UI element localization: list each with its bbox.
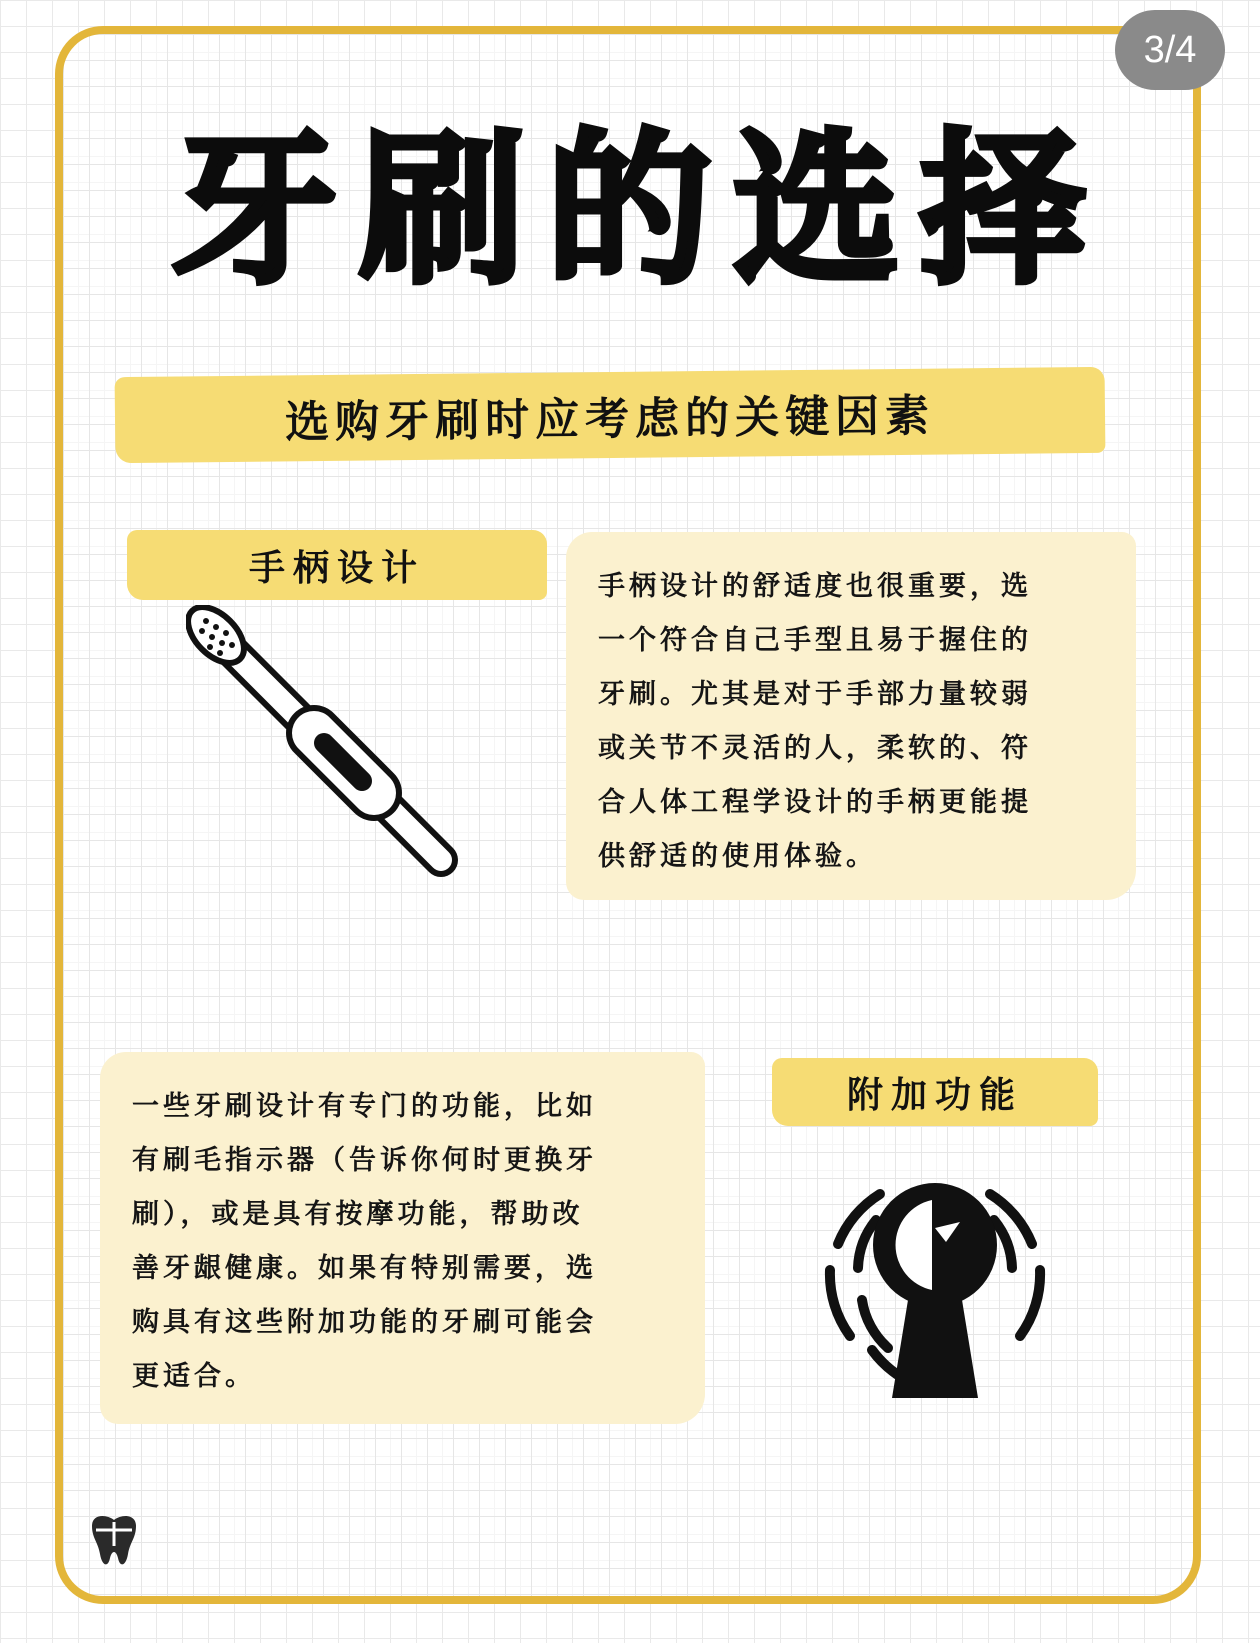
text-line: 购具有这些附加功能的牙刷可能会 bbox=[132, 1307, 597, 1338]
text-line: 供舒适的使用体验。 bbox=[598, 841, 877, 872]
text-line: 或关节不灵活的人，柔软的、符 bbox=[598, 733, 1032, 764]
text-line: 牙刷。尤其是对于手部力量较弱 bbox=[598, 679, 1032, 710]
text-line: 善牙龈健康。如果有特别需要，选 bbox=[132, 1253, 597, 1284]
page-title: 牙刷的选择 bbox=[172, 114, 1108, 306]
text-line: 刷），或是具有按摩功能，帮助改 bbox=[132, 1199, 584, 1230]
tooth-logo-icon bbox=[84, 1512, 144, 1572]
text-line: 更适合。 bbox=[132, 1361, 256, 1392]
section-label-extra-features: 附加功能 bbox=[772, 1058, 1098, 1126]
page-indicator: 3/4 bbox=[1115, 10, 1225, 90]
text-line: 手柄设计的舒适度也很重要，选 bbox=[598, 571, 1032, 602]
extra-features-description bbox=[100, 1052, 705, 1424]
section-label-handle-design: 手柄设计 bbox=[127, 530, 547, 600]
electric-toothbrush-vibration-icon bbox=[810, 1160, 1060, 1410]
toothbrush-icon bbox=[186, 605, 496, 915]
text-line: 有刷毛指示器（告诉你何时更换牙 bbox=[132, 1145, 597, 1176]
subtitle-banner: 选购牙刷时应考虑的关键因素 bbox=[115, 367, 1106, 463]
text-line: 一个符合自己手型且易于握住的 bbox=[598, 625, 1032, 656]
text-line: 一些牙刷设计有专门的功能，比如 bbox=[132, 1091, 597, 1122]
handle-design-description bbox=[566, 532, 1136, 900]
text-line: 合人体工程学设计的手柄更能提 bbox=[598, 787, 1032, 818]
